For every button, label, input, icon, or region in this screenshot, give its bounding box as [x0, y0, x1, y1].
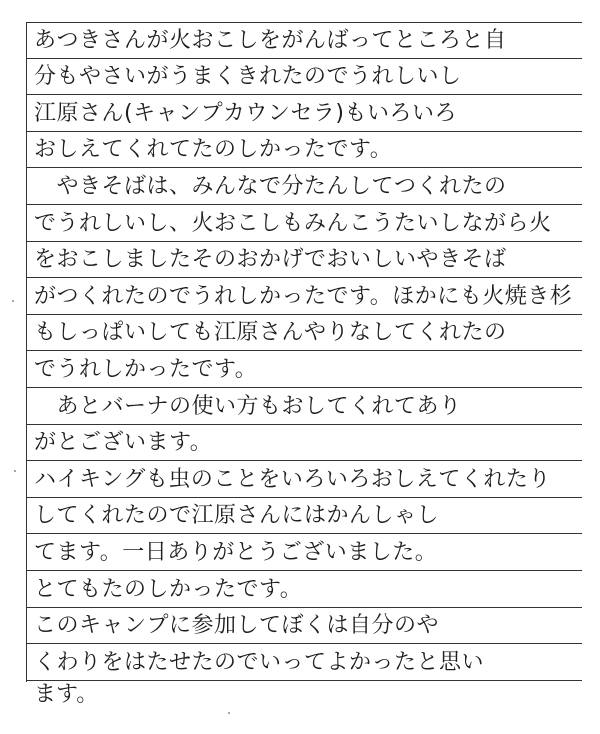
essay-line-row: [26, 425, 582, 462]
essay-line-row: [26, 388, 582, 425]
essay-line-text: してくれたので江原さんにはかんしゃし: [34, 503, 440, 529]
essay-line-row: [26, 644, 582, 681]
essay-line-text: がとございます。: [34, 430, 213, 456]
essay-line-text: がつくれたのでうれしかったです。ほかにも火焼き杉: [34, 283, 573, 309]
essay-line-row: [26, 168, 582, 205]
essay-line-text: とてもたのしかったです。: [34, 576, 303, 602]
essay-line-text: 江原さん(キャンプカウンセラ)もいろいろ: [34, 100, 457, 126]
essay-line-row: [26, 59, 582, 96]
paper-speck: [14, 470, 16, 472]
paper-speck: [228, 712, 230, 714]
essay-line-text: ハイキングも虫のことをいろいろおしえてくれたり: [34, 466, 551, 492]
essay-line-text: あつきさんが火おこしをがんばってところと自: [34, 27, 507, 53]
essay-line-row: [26, 498, 582, 535]
essay-line-row: [26, 242, 582, 279]
essay-line-text: 分もやさいがうまくきれたのでうれしいし: [34, 64, 462, 90]
essay-line-row: [26, 461, 582, 498]
lined-paper: [26, 22, 582, 682]
essay-line-row: [26, 22, 582, 59]
essay-line-text: くわりをはたせたのでいってよかったと思い: [34, 649, 485, 675]
essay-line-row: [26, 351, 582, 388]
essay-line-row: [26, 608, 582, 645]
essay-line-text: もしっぱいしても江原さんやりなしてくれたの: [34, 320, 507, 346]
essay-line-row: [26, 278, 582, 315]
essay-line-row: [26, 571, 582, 608]
essay-line-row: [26, 205, 582, 242]
essay-line-text: でうれしいし、火おこしもみんこうたいしながら火: [34, 210, 552, 236]
essay-line-row: [26, 132, 582, 169]
essay-line-text: あとバーナの使い方もおしてくれてあり: [34, 393, 462, 419]
essay-line-row: [26, 315, 582, 352]
essay-last-line: ます。: [34, 682, 99, 707]
essay-line-text: このキャンプに参加してぼくは自分のや: [34, 613, 440, 639]
essay-line-row: [26, 95, 582, 132]
essay-line-text: おしえてくれてたのしかったです。: [34, 137, 393, 163]
essay-line-row: [26, 534, 582, 571]
essay-line-text: やきそばは、みんなで分たんしてつくれたの: [34, 173, 507, 199]
essay-line-text: をおこしましたそのおかげでおいしいやきそば: [34, 247, 507, 273]
essay-line-text: てます。一日ありがとうございました。: [34, 539, 438, 565]
essay-line-text: でうれしかったです。: [34, 356, 258, 382]
paper-speck: [12, 300, 14, 302]
